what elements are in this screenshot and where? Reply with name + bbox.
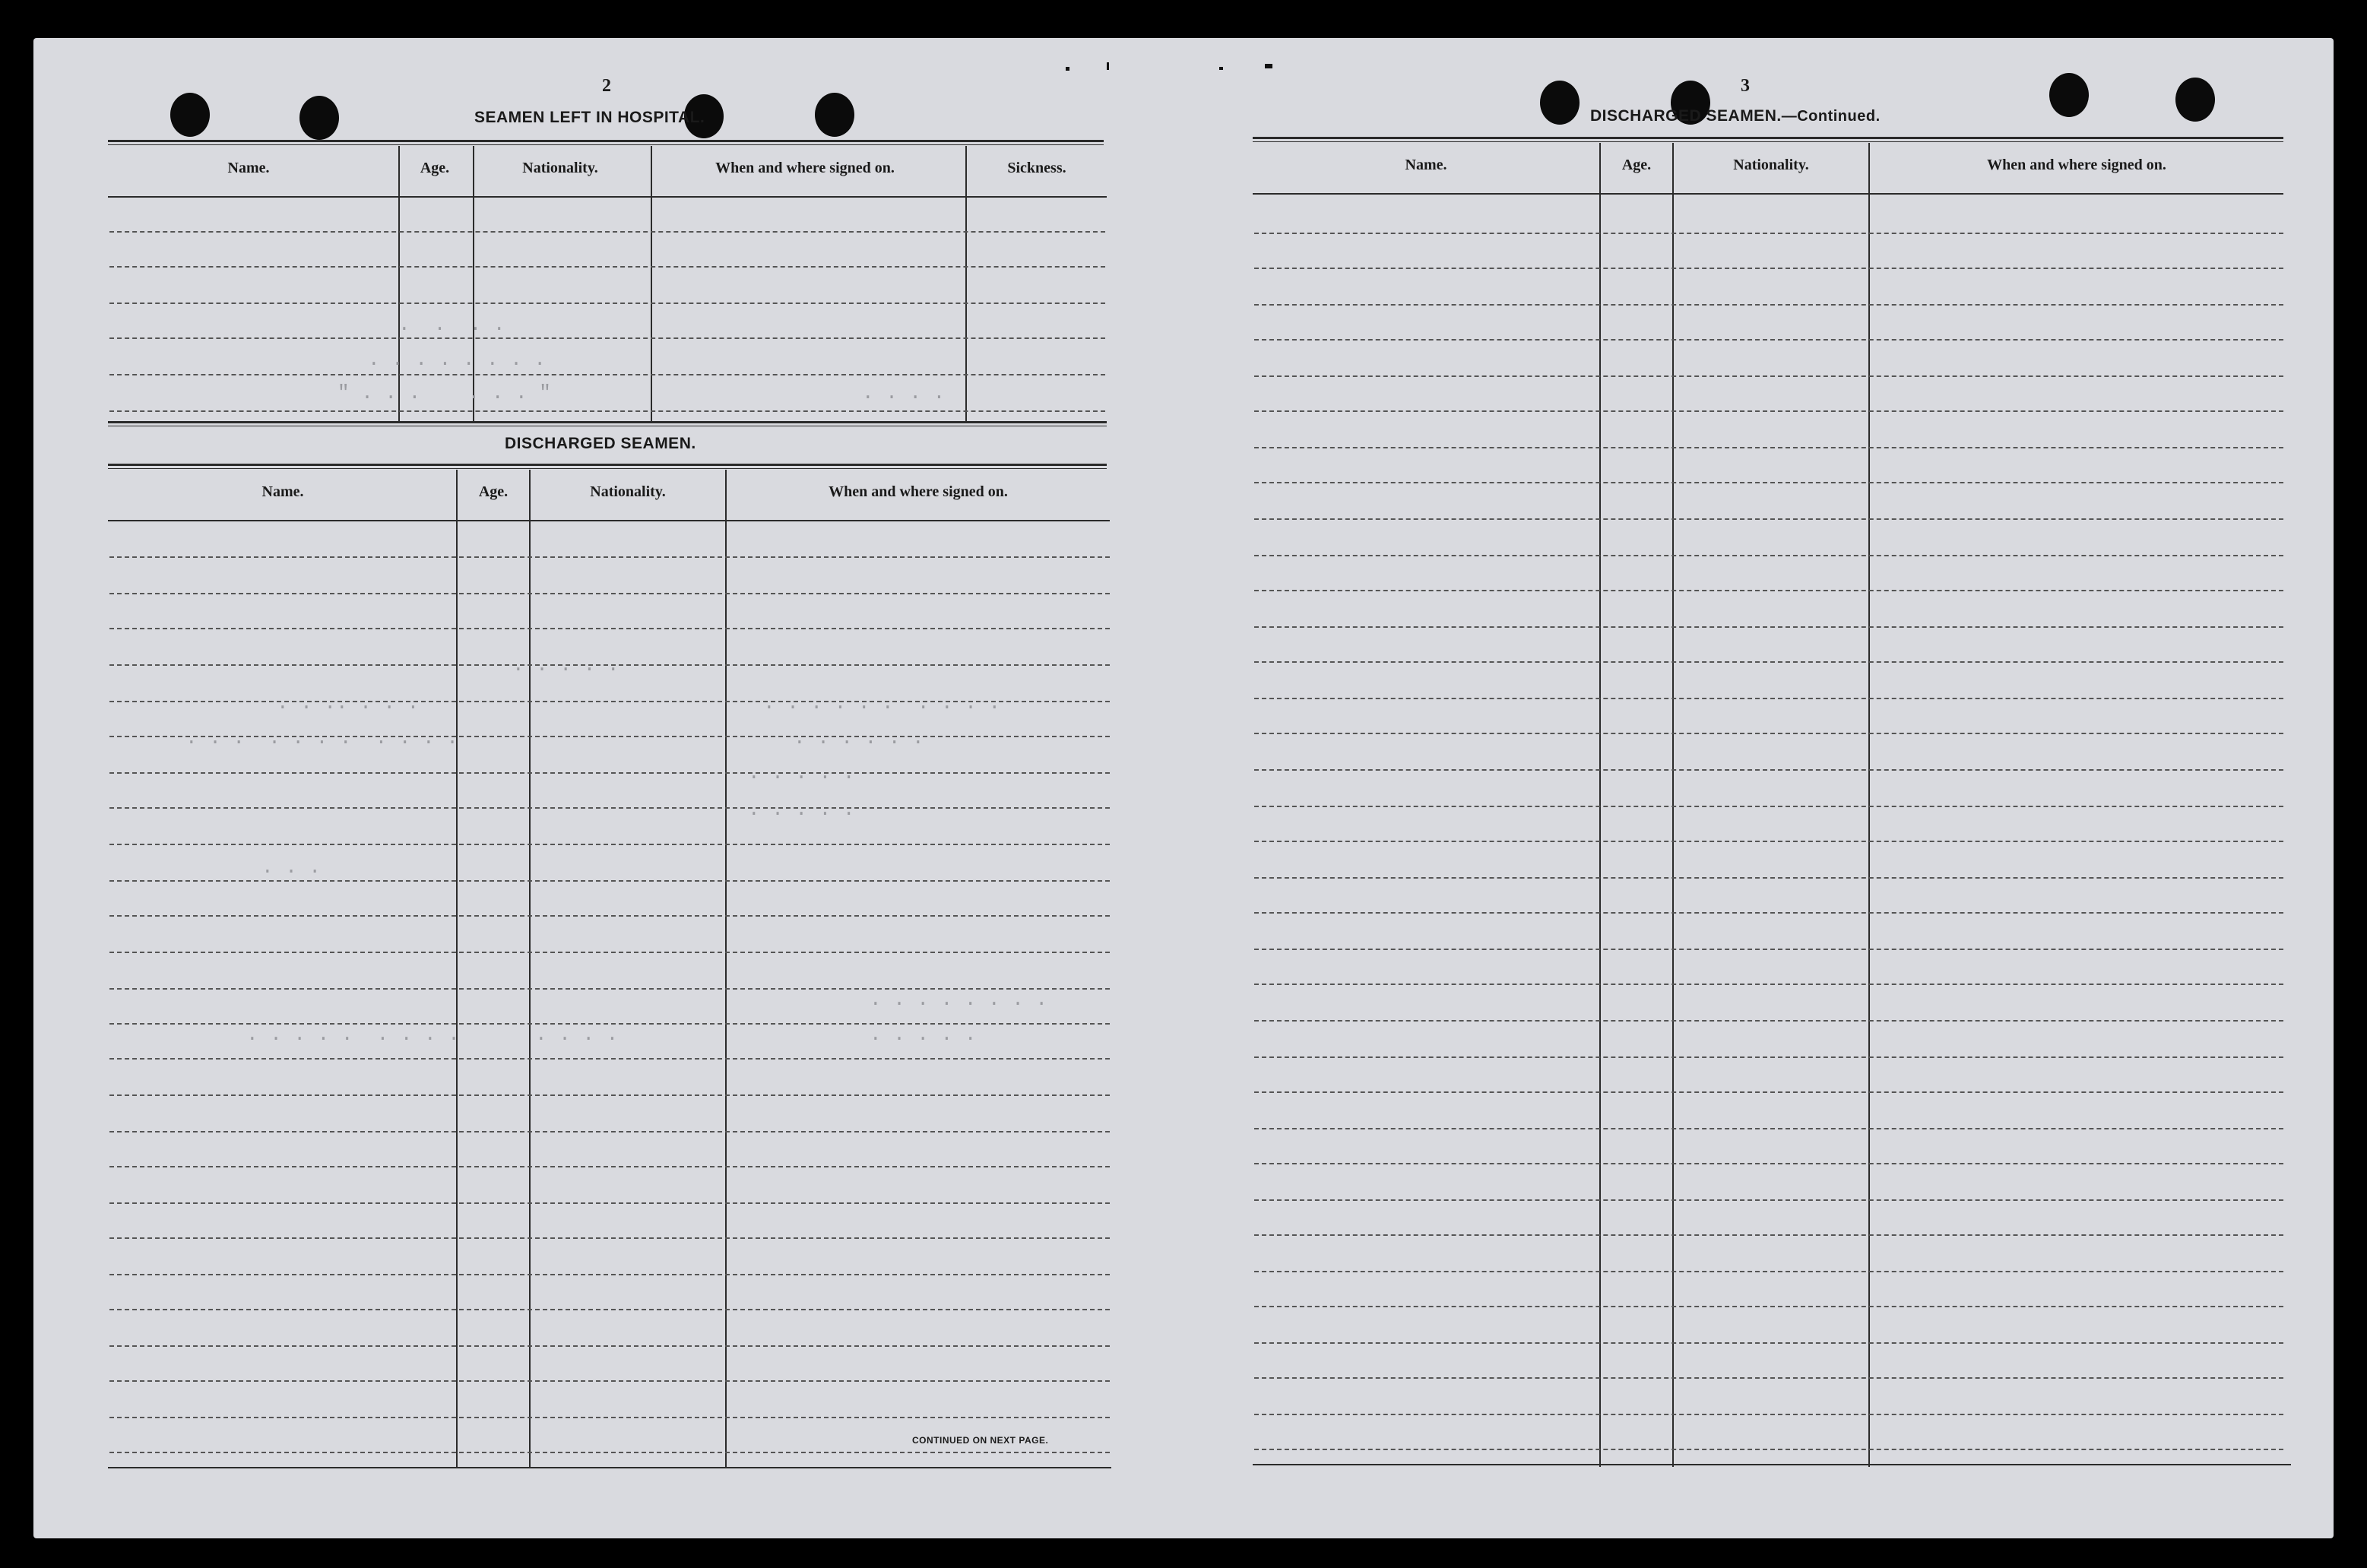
bleed-through-text: . . . . . . . . [368,348,547,371]
right-row-line [1254,1091,2283,1093]
right-row-line [1254,626,2283,628]
discharged-row-line [109,1058,1110,1060]
discharged-row-line [109,807,1110,809]
bleed-through-text: . . . . . [512,654,619,676]
hospital-col-age: Age. [420,160,450,176]
bleed-through-text: . . . . . . . . [870,988,1048,1011]
discharged-header-top-rule [108,464,1107,469]
right-row-line [1254,447,2283,448]
discharged-header-rule [108,520,1110,521]
right-row-line [1254,1414,2283,1415]
discharged-divider [725,470,727,1468]
right-bottom-rule [1253,1464,2291,1465]
bleed-through-text: . . . . . . [794,727,924,749]
right-row-line [1254,233,2283,234]
right-row-line [1254,877,2283,879]
punch-hole [815,93,854,137]
discharged-row-line [109,1237,1110,1239]
discharged-row-line [109,628,1110,629]
right-row-line [1254,733,2283,734]
right-row-line [1254,410,2283,412]
discharged-col-nationality: Nationality. [590,483,666,500]
discharged-bottom-rule [108,1467,1111,1468]
right-row-line [1254,661,2283,663]
discharged-row-line [109,1202,1110,1204]
right-row-line [1254,806,2283,807]
hospital-header-rule [108,196,1107,198]
hospital-section-title: SEAMEN LEFT IN HOSPITAL. [474,109,705,126]
ink-mark [1066,67,1069,71]
punch-hole [2049,73,2089,117]
bleed-through-text: . . . . . [748,798,855,821]
right-row-line [1254,1342,2283,1344]
ink-mark [1107,62,1109,70]
right-row-line [1254,1271,2283,1272]
bleed-through-text: . . . . . . . . . . [763,692,1001,714]
right-row-line [1254,304,2283,306]
right-row-line [1254,769,2283,771]
hospital-col-nationality: Nationality. [522,160,598,176]
right-section-title [1590,107,1881,125]
discharged-row-line [109,1380,1110,1382]
hospital-divider [965,146,967,421]
right-row-line [1254,518,2283,520]
right-header-rule [1253,193,2283,195]
bleed-through-text: . . . . . [748,762,855,784]
right-row-line [1254,268,2283,269]
right-section-title-suffix: —Continued. [1781,108,1881,125]
bleed-through-text: . . . . [398,313,505,336]
hospital-row-line [109,303,1105,304]
bleed-through-text: . . . . . [870,1023,977,1046]
hospital-divider [651,146,652,421]
hospital-top-rule [108,140,1104,145]
punch-hole [170,93,210,137]
right-row-line [1254,984,2283,985]
right-divider [1868,143,1870,1467]
right-row-line [1254,1020,2283,1022]
hospital-col-sickness: Sickness. [1007,160,1066,176]
discharged-row-line [109,952,1110,953]
right-page-number: 3 [1741,76,1750,96]
manifest-sheet [33,38,2334,1538]
right-col-nationality: Nationality. [1733,157,1809,173]
hospital-row-line [109,266,1105,268]
bleed-through-text: " . . . . . . " [337,382,551,404]
discharged-row-line [109,880,1110,882]
discharged-divider [456,470,458,1468]
ink-mark [1219,67,1223,70]
hospital-col-signed-on: When and where signed on. [715,160,895,176]
discharged-row-line [109,1345,1110,1347]
right-col-name: Name. [1405,157,1447,173]
right-row-line [1254,1377,2283,1379]
right-col-signed-on: When and where signed on. [1987,157,2166,173]
right-row-line [1254,375,2283,377]
right-row-line [1254,698,2283,699]
right-row-line [1254,1163,2283,1164]
right-row-line [1254,339,2283,341]
bleed-through-text: . . . [261,856,322,879]
right-row-line [1254,841,2283,842]
discharged-row-line [109,1417,1110,1418]
hospital-row-line [109,410,1105,412]
discharged-row-line [109,1131,1110,1132]
hospital-col-name: Name. [227,160,270,176]
right-row-line [1254,1199,2283,1201]
punch-hole [2175,78,2215,122]
discharged-row-line [109,1309,1110,1310]
bleed-through-text: . . . . . . . . . [246,1023,460,1046]
right-row-line [1254,555,2283,556]
discharged-row-line [109,1166,1110,1167]
discharged-section-title: DISCHARGED SEAMEN. [505,435,696,452]
hospital-divider [398,146,400,421]
right-row-line [1254,1306,2283,1307]
bleed-through-text: . . . . [862,382,946,404]
discharged-row-line [109,1452,1110,1453]
right-row-line [1254,1234,2283,1236]
discharged-col-name: Name. [261,483,304,500]
right-top-rule [1253,137,2283,142]
discharged-row-line [109,1274,1110,1275]
ink-mark [1265,64,1272,68]
discharged-row-line [109,556,1110,558]
right-row-line [1254,949,2283,950]
discharged-row-line [109,844,1110,845]
discharged-col-age: Age. [478,483,509,500]
right-row-line [1254,1449,2283,1450]
hospital-row-line [109,374,1105,375]
left-page-number: 2 [602,76,611,96]
right-divider [1599,143,1601,1467]
hospital-row-line [109,337,1105,339]
hospital-row-line [109,231,1105,233]
right-row-line [1254,482,2283,483]
bleed-through-text: . . . . [535,1023,619,1046]
right-row-line [1254,590,2283,591]
right-row-line [1254,1128,2283,1129]
bleed-through-text: . . . . . . . . . . . [185,727,458,749]
continued-note: CONTINUED ON NEXT PAGE. [912,1435,1049,1446]
discharged-row-line [109,593,1110,594]
discharged-row-line [109,915,1110,917]
right-row-line [1254,912,2283,914]
right-col-age: Age. [1621,157,1652,173]
discharged-divider [529,470,531,1468]
discharged-row-line [109,1094,1110,1096]
right-row-line [1254,1056,2283,1058]
discharged-top-rule [108,421,1107,426]
discharged-col-signed-on: When and where signed on. [829,483,1008,500]
hospital-divider [473,146,474,421]
punch-hole [1540,81,1580,125]
punch-hole [299,96,339,140]
bleed-through-text: . . .. . . . [277,692,420,714]
discharged-row-line [109,772,1110,774]
right-divider [1672,143,1674,1467]
right-section-title-main: DISCHARGED SEAMEN. [1590,107,1782,125]
